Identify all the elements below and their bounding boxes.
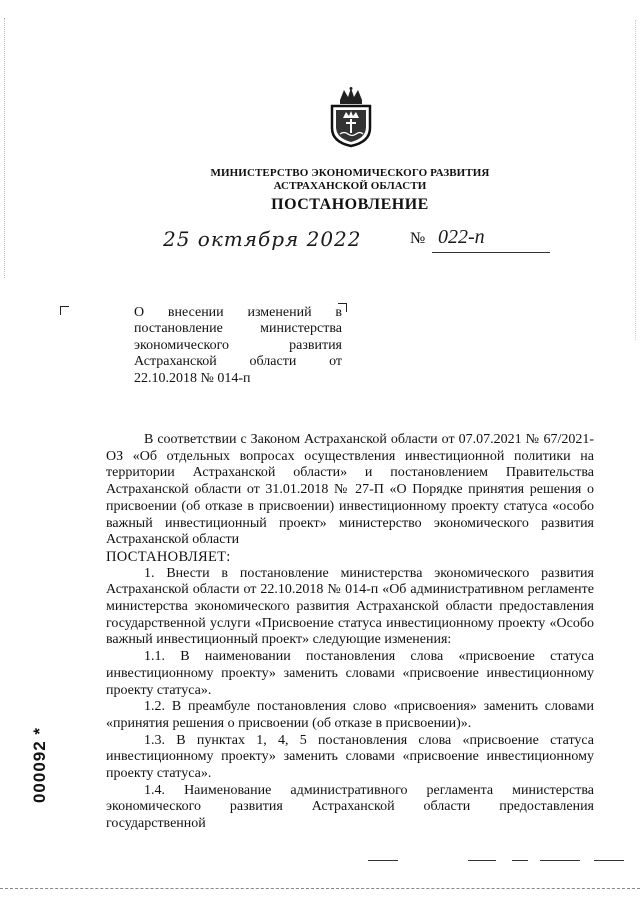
- footer-mark: [468, 860, 496, 861]
- item-1-4: 1.4. Наименование административного регламента министерства экономического развития Астраханской области предоставления государственной: [106, 782, 594, 832]
- ministry-name-line1: МИНИСТЕРСТВО ЭКОНОМИЧЕСКОГО РАЗВИТИЯ: [210, 167, 490, 179]
- document-type-title: ПОСТАНОВЛЕНИЕ: [271, 196, 429, 213]
- footer-mark: [512, 860, 528, 861]
- scan-edge-left: [4, 18, 19, 278]
- document-body: [106, 432, 594, 833]
- item-1-3: 1.3. В пунктах 1, 4, 5 постановления слова «присвоение статуса инвестиционному проекту» заменить словами «присвоение инвестиционному проекту статуса».: [106, 732, 594, 782]
- serial-stamp: [30, 705, 50, 825]
- serial-number: 000092 *: [30, 726, 49, 804]
- handwritten-date: 25 октября 2022: [163, 227, 362, 251]
- number-underline: [432, 252, 550, 253]
- footer-mark: [540, 860, 580, 861]
- handwritten-number: 022-п: [438, 226, 485, 248]
- ministry-name: [140, 167, 560, 193]
- subject-corner-left: [60, 306, 69, 315]
- ministry-name-line2: АСТРАХАНСКОЙ ОБЛАСТИ: [273, 180, 427, 192]
- footer-mark: [594, 860, 624, 861]
- item-1-2: 1.2. В преамбуле постановления слово «присвоения» заменить словами «принятия решения о присвоении (об отказе в присвоении)».: [106, 699, 594, 731]
- number-label: №: [410, 230, 426, 247]
- preamble-paragraph: В соответствии с Законом Астраханской области от 07.07.2021 № 67/2021-ОЗ «Об отдельных вопросах осуществления инвестиционной политики на территории Астраханской области» и постановлением Правительства Астраханской области от 31.01.2018 № 27-П «О Порядке принятия решения о присвоении (об отказе в присвоении) инвестиционному проекту статуса «особо важный инвестиционный проект» министерство экономического развития Астраханской области: [106, 432, 594, 548]
- item-1-1: 1.1. В наименовании постановления слова «присвоение статуса инвестиционному проекту» заменить словами «присвоение инвестиционному проекту статуса».: [106, 649, 594, 698]
- decree-heading: ПОСТАНОВЛЯЕТ:: [106, 548, 231, 565]
- item-1: 1. Внести в постановление министерства экономического развития Астраханской области от 22.10.2018 № 014-п «Об административном регламенте министерства экономического развития Астраханской области предоставления государственной услуги «Присвоение статуса инвестиционному проекту «Особо важный инвестиционный проект» следующие изменения:: [106, 565, 594, 648]
- scan-edge-bottom: [0, 888, 640, 889]
- coat-of-arms-icon: [328, 86, 374, 148]
- footer-mark: [368, 860, 398, 861]
- document-subject: О внесении изменений в постановление министерства экономического развития Астраханской области от 22.10.2018 № 014-п: [134, 305, 342, 386]
- document-number: [410, 226, 550, 248]
- scan-edge-right: [621, 20, 636, 340]
